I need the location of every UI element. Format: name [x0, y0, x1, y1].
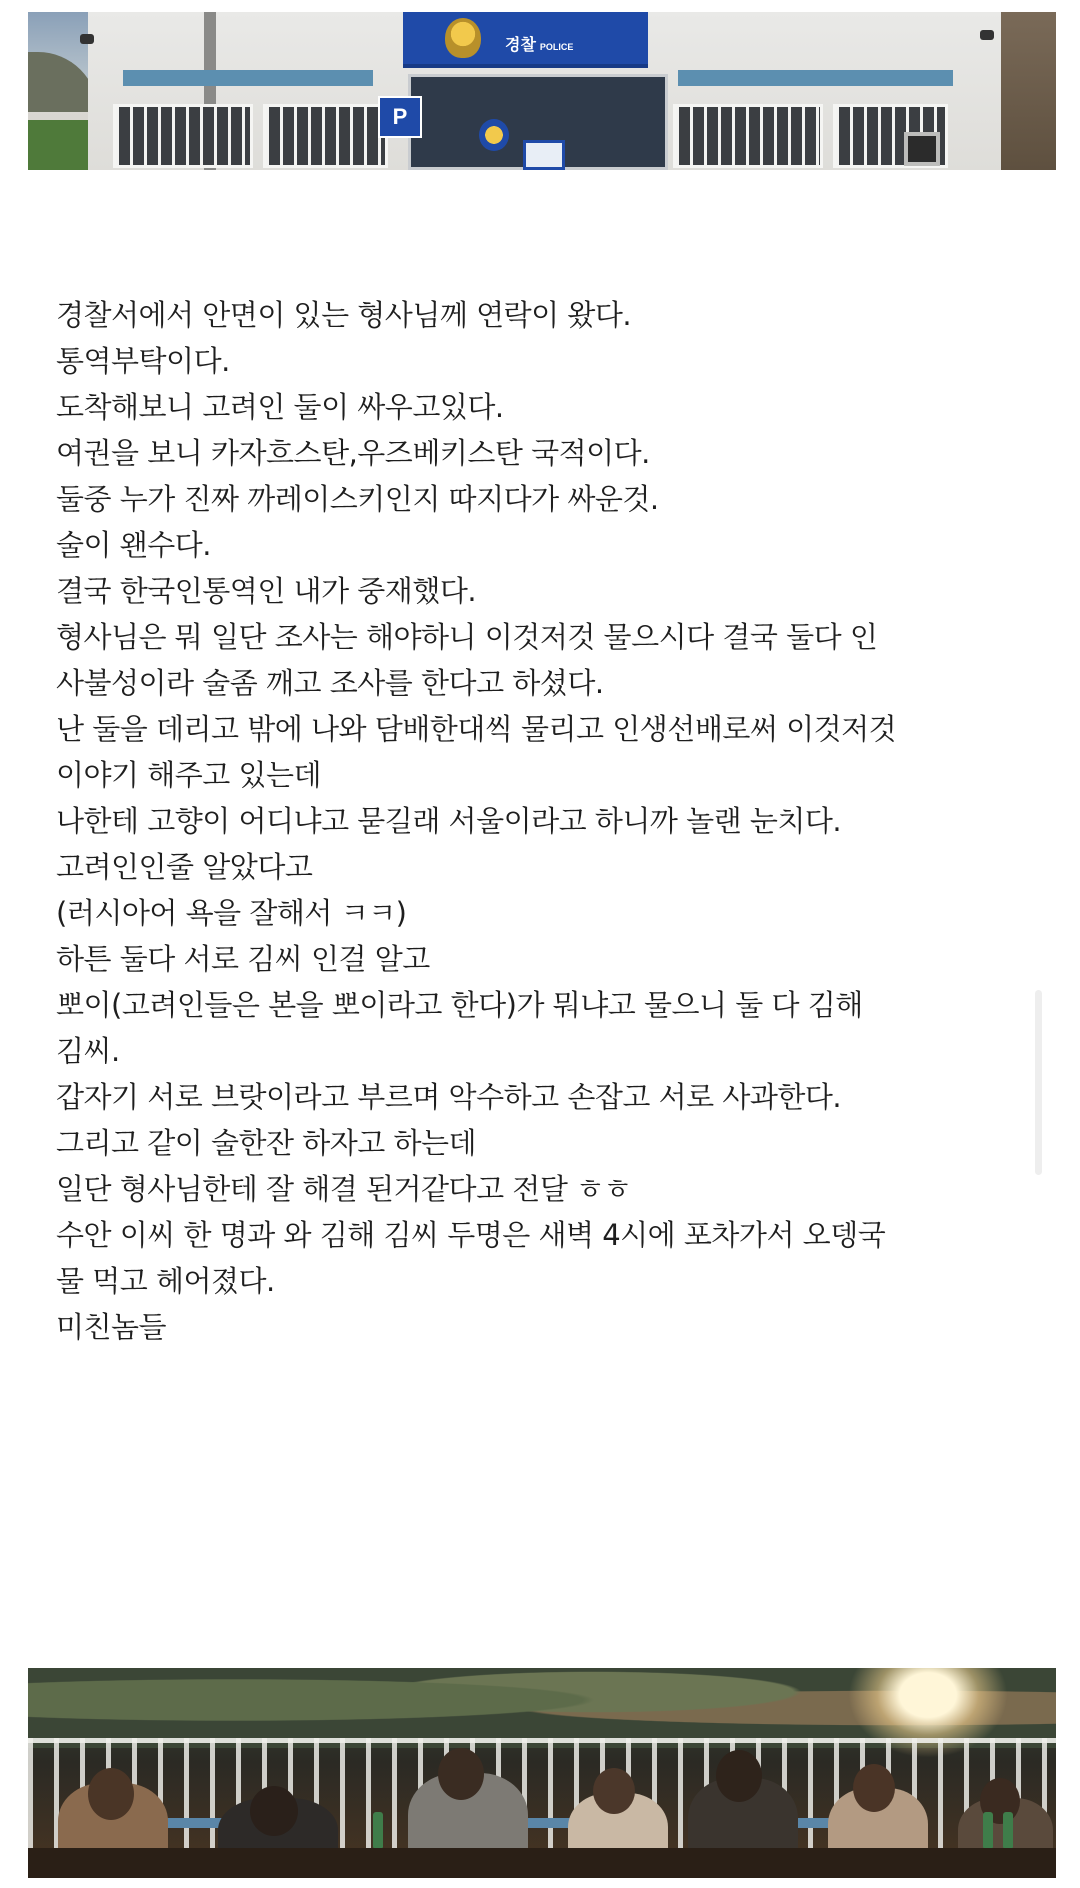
soju-bottle [1003, 1812, 1013, 1848]
story-line: 술이 왠수다. [56, 528, 212, 562]
story-line: 미친놈들 [56, 1310, 167, 1344]
story-line: 사불성이라 술좀 깨고 조사를 한다고 하셨다. [56, 666, 604, 700]
story-line: 수안 이씨 한 명과 와 김해 김씨 두명은 새벽 4시에 포차가서 오뎅국 [56, 1218, 886, 1252]
tree [1001, 12, 1056, 170]
story-line: 도착해보니 고려인 둘이 싸우고있다. [56, 390, 504, 424]
info-board [523, 140, 565, 170]
window-railing [113, 104, 253, 168]
story-text [56, 292, 1056, 1350]
person-head [716, 1750, 762, 1802]
story-line: 하튼 둘다 서로 김씨 인걸 알고 [56, 942, 430, 976]
intercom-box [904, 132, 940, 166]
police-badge-icon [445, 18, 481, 58]
police-emblem-icon [479, 119, 509, 151]
parking-sign [378, 96, 422, 138]
story-line: 결국 한국인통역인 내가 중재했다. [56, 574, 477, 608]
story-line: 그리고 같이 술한잔 하자고 하는데 [56, 1126, 477, 1160]
story-line: 김씨. [56, 1034, 120, 1068]
window-railing [673, 104, 823, 168]
story-line: (러시아어 욕을 잘해서 ㅋㅋ) [56, 896, 407, 930]
story-line: 난 둘을 데리고 밖에 나와 담배한대씩 물리고 인생선배로써 이것저것 [56, 712, 897, 746]
cctv-camera-icon [80, 34, 94, 44]
person-head [88, 1768, 134, 1820]
story-line: 물 먹고 헤어졌다. [56, 1264, 275, 1298]
parking-symbol: P [392, 104, 408, 129]
story-line: 통역부탁이다. [56, 344, 230, 378]
soju-bottle [373, 1812, 383, 1848]
soju-bottle [983, 1812, 993, 1848]
police-sign-text [505, 32, 573, 55]
police-sign [403, 12, 648, 68]
story-line: 고려인인줄 알았다고 [56, 850, 313, 884]
ground [28, 1848, 1056, 1878]
sign-korean: 경찰 [505, 37, 536, 54]
sign-english: POLICE [539, 42, 574, 52]
story-line: 나한테 고향이 어디냐고 묻길래 서울이라고 하니까 놀랜 눈치다. [56, 804, 842, 838]
person-head [853, 1764, 895, 1812]
story-line: 갑자기 서로 브랏이라고 부르며 악수하고 손잡고 서로 사과한다. [56, 1080, 842, 1114]
window-glass [123, 70, 373, 86]
scrollbar[interactable] [1035, 990, 1042, 1175]
cctv-camera-icon [980, 30, 994, 40]
story-line: 둘중 누가 진짜 까레이스키인지 따지다가 싸운것. [56, 482, 659, 516]
person-head [250, 1786, 298, 1836]
window-glass [678, 70, 953, 86]
person-head [438, 1748, 484, 1800]
story-line: 이야기 해주고 있는데 [56, 758, 322, 792]
story-line: 일단 형사님한테 잘 해결 된거같다고 전달 ㅎㅎ [56, 1172, 632, 1206]
street-bar-photo [28, 1668, 1056, 1878]
story-line: 경찰서에서 안면이 있는 형사님께 연락이 왔다. [56, 298, 632, 332]
police-station-photo [28, 12, 1056, 170]
story-line: 여권을 보니 카자흐스탄,우즈베키스탄 국적이다. [56, 436, 650, 470]
story-line: 뽀이(고려인들은 본을 뽀이라고 한다)가 뭐냐고 물으니 둘 다 김해 [56, 988, 863, 1022]
person-head [593, 1768, 635, 1814]
story-line: 형사님은 뭐 일단 조사는 해야하니 이것저것 물으시다 결국 둘다 인 [56, 620, 878, 654]
window-railing [263, 104, 388, 168]
